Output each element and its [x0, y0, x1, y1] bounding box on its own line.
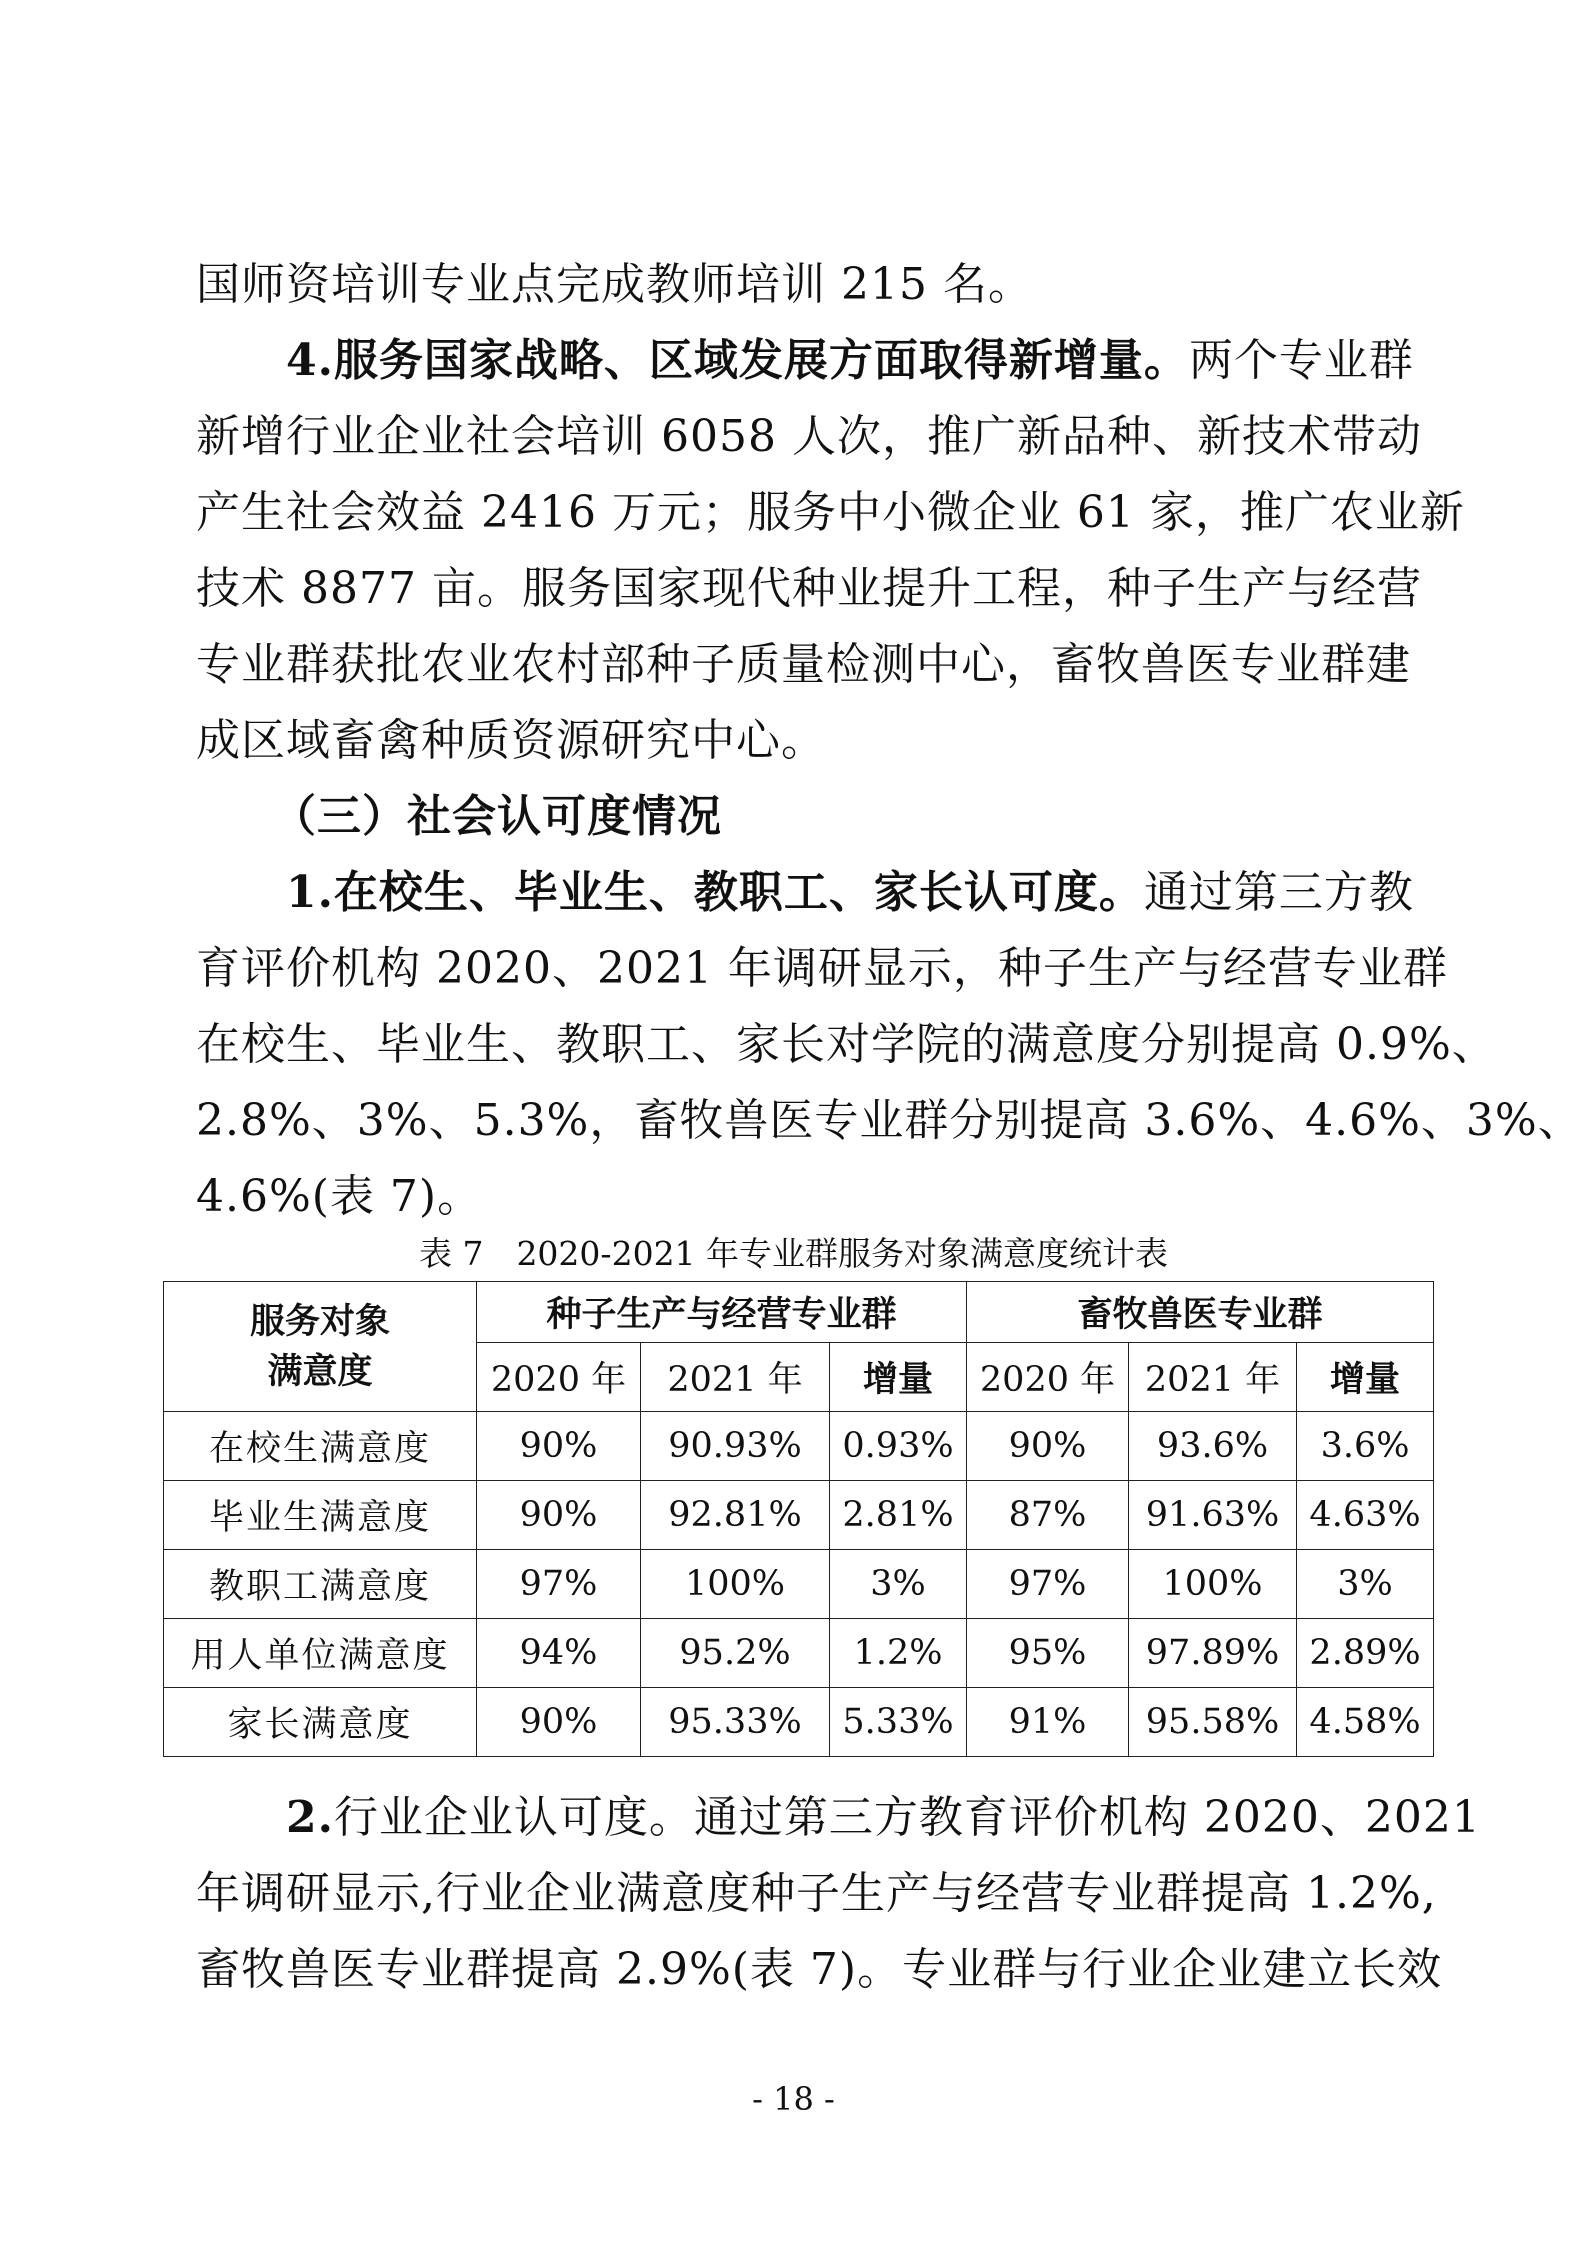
- page-number: - 18 -: [752, 2080, 835, 2118]
- table-corner-header: [164, 1282, 477, 1412]
- table-cell: 94%: [477, 1619, 641, 1688]
- text-line: 畜牧兽医专业群提高 2.9%(表 7)。专业群与行业企业建立长效: [196, 1944, 1443, 1995]
- group-header-seed: 种子生产与经营专业群: [477, 1282, 967, 1343]
- text-line: 产生社会效益 2416 万元；服务中小微企业 61 家，推广农业新: [196, 487, 1465, 538]
- table-cell: 95.2%: [641, 1619, 830, 1688]
- table-cell: 87%: [967, 1481, 1129, 1550]
- text-line: 成区域畜禽种质资源研究中心。: [196, 715, 826, 766]
- table-cell: 100%: [1129, 1550, 1297, 1619]
- text-line: 新增行业企业社会培训 6058 人次，推广新品种、新技术带动: [196, 411, 1422, 462]
- text-line: 国师资培训专业点完成教师培训 215 名。: [196, 259, 1033, 310]
- text-line: 专业群获批农业农村部种子质量检测中心，畜牧兽医专业群建: [196, 639, 1411, 690]
- paragraph-text: 两个专业群: [1188, 335, 1414, 386]
- table-cell: 95.58%: [1129, 1688, 1297, 1757]
- table-cell: 91%: [967, 1688, 1129, 1757]
- table-cell: 95.33%: [641, 1688, 830, 1757]
- subheader-cell: 2020 年: [477, 1343, 641, 1412]
- table-row: [164, 1619, 1434, 1688]
- table-cell: 93.6%: [1129, 1412, 1297, 1481]
- row-label: 在校生满意度: [164, 1412, 477, 1481]
- subheader-cell: 增量: [830, 1343, 967, 1412]
- row-label: 毕业生满意度: [164, 1481, 477, 1550]
- text-line: 育评价机构 2020、2021 年调研显示，种子生产与经营专业群: [196, 943, 1448, 994]
- satisfaction-table: [163, 1281, 1434, 1757]
- table-cell: 91.63%: [1129, 1481, 1297, 1550]
- table-cell: 90.93%: [641, 1412, 830, 1481]
- text-line: 在校生、毕业生、教职工、家长对学院的满意度分别提高 0.9%、: [196, 1019, 1497, 1070]
- row-label: 教职工满意度: [164, 1550, 477, 1619]
- subheader-cell: 2021 年: [641, 1343, 830, 1412]
- table-cell: 97%: [967, 1550, 1129, 1619]
- section-heading: （三）社会认可度情况: [272, 791, 722, 842]
- table-header-row: [164, 1282, 1434, 1343]
- table-cell: 0.93%: [830, 1412, 967, 1481]
- table-cell: 90%: [477, 1688, 641, 1757]
- row-label: 家长满意度: [164, 1688, 477, 1757]
- paragraph-lead: 4.服务国家战略、区域发展方面取得新增量。: [286, 335, 1189, 386]
- text-line: 4.6%(表 7)。: [196, 1171, 483, 1222]
- table-row: [164, 1481, 1434, 1550]
- table-cell: 3%: [830, 1550, 967, 1619]
- corner-line1: 服务对象: [249, 1301, 390, 1342]
- paragraph-lead: 1.在校生、毕业生、教职工、家长认可度。: [286, 867, 1144, 918]
- subheader-cell: 增量: [1297, 1343, 1434, 1412]
- table-cell: 90%: [477, 1412, 641, 1481]
- paragraph-lead-number: 2.: [286, 1792, 334, 1843]
- text-line: [286, 323, 1414, 399]
- table-row: [164, 1550, 1434, 1619]
- paragraph-text: 通过第三方教育评价机构 2020、2021: [693, 1792, 1481, 1843]
- text-line: 技术 8877 亩。服务国家现代种业提升工程，种子生产与经营: [196, 563, 1422, 614]
- row-label: 用人单位满意度: [164, 1619, 477, 1688]
- paragraph-lead-text: 行业企业认可度。: [333, 1792, 694, 1843]
- table-cell: 95%: [967, 1619, 1129, 1688]
- table-cell: 97.89%: [1129, 1619, 1297, 1688]
- table-cell: 90%: [477, 1481, 641, 1550]
- table-cell: 3%: [1297, 1550, 1434, 1619]
- paragraph-text: 通过第三方教: [1143, 867, 1414, 918]
- subheader-cell: 2021 年: [1129, 1343, 1297, 1412]
- text-line: [286, 855, 1414, 931]
- table-cell: 3.6%: [1297, 1412, 1434, 1481]
- table-row: [164, 1688, 1434, 1757]
- text-line: 年调研显示,行业企业满意度种子生产与经营专业群提高 1.2%,: [196, 1868, 1437, 1919]
- text-line: 2.8%、3%、5.3%，畜牧兽医专业群分别提高 3.6%、4.6%、3%、: [196, 1095, 1583, 1146]
- table-cell: 2.89%: [1297, 1619, 1434, 1688]
- corner-line2: 满意度: [267, 1351, 373, 1392]
- table-cell: 2.81%: [830, 1481, 967, 1550]
- table-cell: 92.81%: [641, 1481, 830, 1550]
- subheader-cell: 2020 年: [967, 1343, 1129, 1412]
- text-line: [286, 1780, 1481, 1856]
- table-cell: 97%: [477, 1550, 641, 1619]
- table-cell: 4.63%: [1297, 1481, 1434, 1550]
- table-cell: 90%: [967, 1412, 1129, 1481]
- group-header-livestock: 畜牧兽医专业群: [967, 1282, 1434, 1343]
- table-row: [164, 1412, 1434, 1481]
- table-cell: 5.33%: [830, 1688, 967, 1757]
- table-cell: 4.58%: [1297, 1688, 1434, 1757]
- table-cell: 100%: [641, 1550, 830, 1619]
- table-cell: 1.2%: [830, 1619, 967, 1688]
- table-caption: 表 7 2020-2021 年专业群服务对象满意度统计表: [418, 1234, 1169, 1273]
